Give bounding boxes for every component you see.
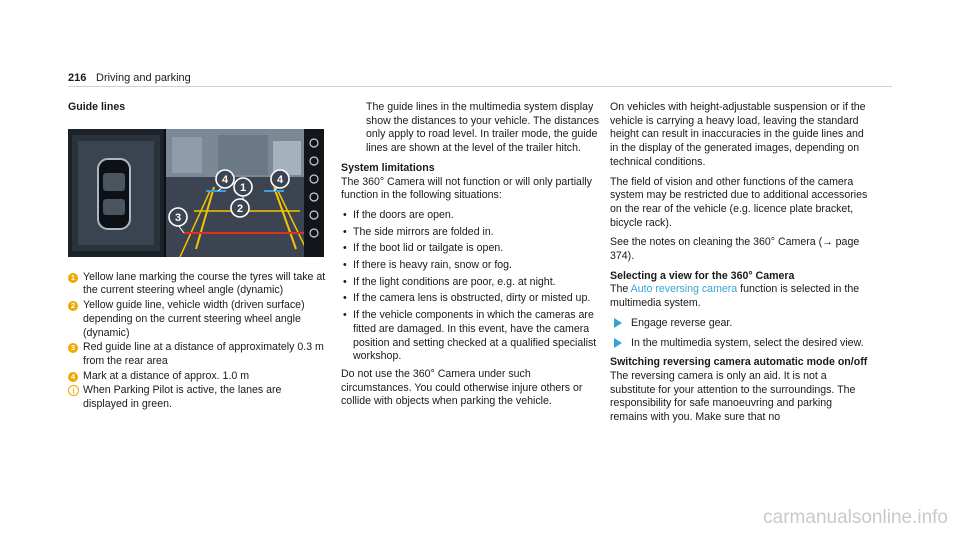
suspension-note: On vehicles with height-adjustable suspension or if the vehicle is carrying a heavy load, leaving the standard height can result in inaccuracies in the guide lines and in the display of the generated images, depending on technical conditions.	[610, 101, 866, 168]
callout-4-left-label: 4	[221, 173, 229, 186]
camera-view-image	[68, 129, 324, 257]
list-item: • If there is heavy rain, snow or fog.	[341, 259, 599, 273]
legend-item-3	[68, 341, 326, 368]
watermark: carmanualsonline.info	[763, 507, 948, 529]
page-header	[68, 64, 892, 84]
legend-item-4	[68, 370, 326, 384]
step-item	[610, 317, 868, 331]
section-title: Driving and parking	[96, 72, 191, 84]
list-item: • If the light conditions are poor, e.g. at night.	[341, 276, 599, 290]
legend-number-badge: 4	[68, 372, 78, 382]
system-limitations-heading: System limitations	[341, 161, 435, 174]
legend-text: Red guide line at a distance of approximately 0.3 m from the rear area	[83, 341, 324, 367]
accessories-note: The field of vision and other functions of the camera system may be restricted due to additional accessories on the rear of the vehicle (e.g. licence plate bracket, bicycle rack).	[610, 175, 868, 229]
header-rule	[68, 86, 892, 87]
column-1	[68, 101, 326, 413]
cleaning-reference: See the notes on cleaning the 360° Camera (→ page 374).	[610, 236, 860, 263]
legend-text: Yellow guide line, vehicle width (driven surface) depending on the current steering wheel angle (dynamic)	[83, 299, 305, 339]
list-item: • The side mirrors are folded in.	[341, 226, 599, 240]
camera-figure	[68, 129, 324, 257]
callout-4-right-label: 4	[276, 173, 284, 186]
step-item	[610, 337, 868, 351]
legend-number-badge: 2	[68, 301, 78, 311]
info-icon	[68, 385, 79, 396]
step-arrow-icon	[614, 338, 622, 348]
select-view-heading: Selecting a view for the 360° Camera	[610, 269, 795, 282]
usage-warning: Do not use the 360° Camera under such circumstances. You could otherwise injure others or collide with objects when parking the vehicle.	[341, 367, 583, 408]
select-view-pre: The	[610, 283, 631, 296]
legend-text: Yellow lane marking the course the tyres will take at the current steering wheel angle (dynamic)	[83, 270, 326, 297]
select-view-post: function is selected in the multimedia system.	[610, 283, 860, 310]
legend-number-badge: 1	[68, 273, 78, 283]
list-item: • If the camera lens is obstructed, dirty or misted up.	[341, 292, 599, 306]
legend-number-badge: 3	[68, 343, 78, 353]
guide-lines-heading: Guide lines	[68, 101, 126, 113]
limitations-intro: The 360° Camera will not function or will only partially function in the following situations:	[341, 175, 592, 202]
switching-heading: Switching reversing camera automatic mode on/off	[610, 356, 868, 369]
column-3	[610, 101, 868, 425]
note-text: When Parking Pilot is active, the lanes are displayed in green.	[83, 384, 282, 411]
step-arrow-icon	[614, 318, 622, 328]
callout-2-label: 2	[236, 202, 244, 215]
guide-lines-intro: The guide lines in the multimedia system display show the distances to your vehicle. The distances only apply to road level. In trailer mode, the guide lines are shown at the level of the trailer hitch.	[366, 101, 599, 155]
callout-2	[231, 199, 249, 217]
legend-item-2	[68, 299, 326, 340]
callout-1-label: 1	[239, 181, 247, 194]
legend-item-1	[68, 271, 326, 298]
switching-text: The reversing camera is only an aid. It is not a substitute for your attention to the surroundings. The responsibility for safe manoeuvring and parking remains with you. Make sure that no	[610, 369, 856, 424]
select-view-text	[610, 283, 868, 310]
page-number: 216	[68, 72, 87, 84]
list-item: • If the doors are open.	[341, 209, 599, 223]
list-item: • If the vehicle components in which the cameras are fitted are damaged. In this event, have the camera position and setting checked at a qualified specialist workshop.	[341, 309, 599, 364]
limitations-list	[341, 209, 599, 364]
step-text: Engage reverse gear.	[631, 316, 733, 329]
callout-3-label: 3	[174, 211, 182, 224]
column-2	[341, 101, 599, 409]
list-item: • If the boot lid or tailgate is open.	[341, 242, 599, 256]
auto-reversing-camera-link[interactable]: Auto reversing camera	[630, 283, 738, 296]
step-text: In the multimedia system, select the desired view.	[631, 336, 864, 349]
note-item	[68, 384, 326, 411]
legend-text: Mark at a distance of approx. 1.0 m	[83, 369, 250, 382]
